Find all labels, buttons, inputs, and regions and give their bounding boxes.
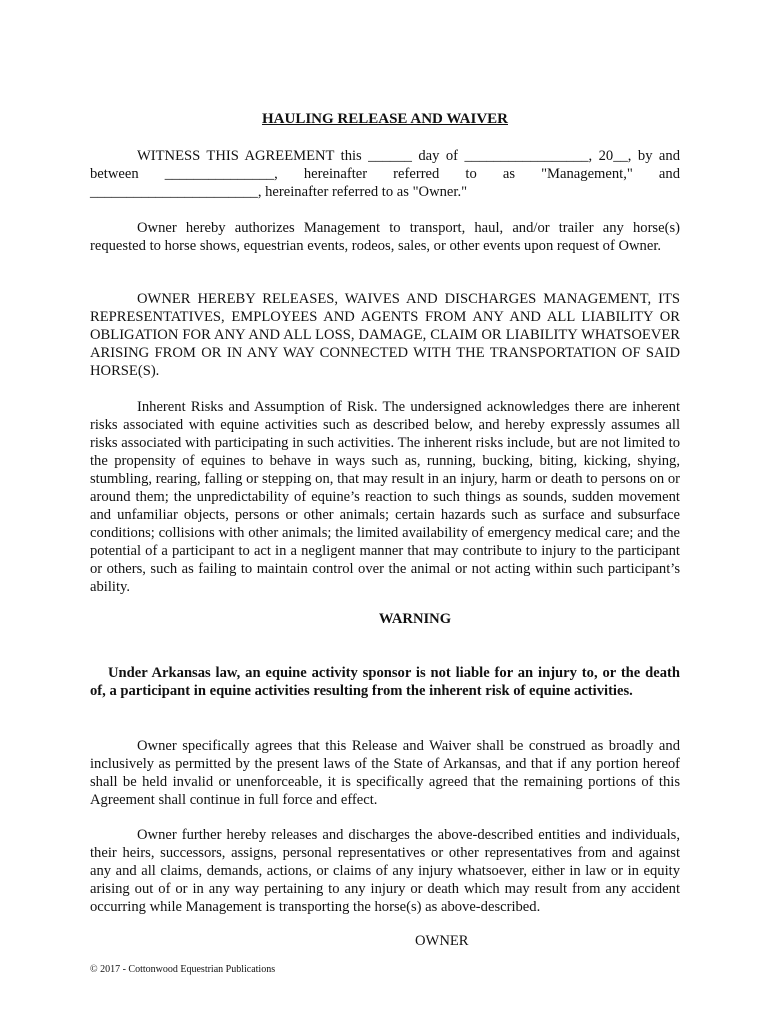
release-paragraph: OWNER HEREBY RELEASES, WAIVES AND DISCHARGES MANAGEMENT, ITS REPRESENTATIVES, EMPLOYEES AND AGENTS FROM ANY AND ALL LIABILITY OR OBLIGATION FOR ANY AND ALL LOSS, DAMAGE, CLAIM OR LIABILITY WHATSOEVER ARISING FROM OR IN ANY WAY CONNECTED WITH THE TRANSPORTATION OF SAID HORSE(S). [90, 291, 680, 379]
inherent-risk-paragraph: Inherent Risks and Assumption of Risk. The undersigned acknowledges there are inherent risks associated with equine activities such as described below, and hereby expressly assumes all risks associated with participating in such activities. The inherent risks include, but are not limited to the propensity of equines to behave in ways such as, running, bucking, biting, kicking, shying, stumbling, rearing, falling or stepping on, that may result in an injury, harm or death to persons on or around them; the unpredictability of equine’s reaction to such things as sounds, sudden movement and unfamiliar objects, persons or other animals; certain hazards such as surface and subsurface conditions; collisions with other animals; the limited availability of emergency medical care; and the potential of a participant to act in a negligent manner that may contribute to injury to the participant or others, such as failing to maintain control over the animal or not acting within such participant’s ability. [90, 399, 680, 595]
warning-heading: WARNING [378, 611, 452, 627]
copyright-footer: © 2017 - Cottonwood Equestrian Publications [90, 964, 276, 975]
witness-paragraph: WITNESS THIS AGREEMENT this ______ day of _________________, 20__, by and between _______________, hereinafter referred to as "Management," and _______________________, hereinafter referred to as "Owner." [90, 148, 680, 200]
discharge-paragraph: Owner further hereby releases and discharges the above-described entities and individuals, their heirs, successors, assigns, personal representatives or other representatives from and against any and all claims, demands, actions, or claims of any injury whatsoever, either in law or in equity arising out of or in any way pertaining to any injury or death which may result from any accident occurring while Management is transporting the horse(s) as above-described. [90, 827, 680, 915]
construed-paragraph: Owner specifically agrees that this Release and Waiver shall be construed as broadly and inclusively as permitted by the present laws of the State of Arkansas, and that if any portion hereof shall be held invalid or unenforceable, it is specifically agreed that the remaining portions of this Agreement shall continue in full force and effect. [90, 738, 680, 808]
owner-signature-label: OWNER [415, 933, 469, 949]
document-title: HAULING RELEASE AND WAIVER [261, 111, 509, 127]
authorization-paragraph: Owner hereby authorizes Management to transport, haul, and/or trailer any horse(s) requested to horse shows, equestrian events, rodeos, sales, or other events upon request of Owner. [90, 220, 680, 254]
arkansas-law-paragraph: Under Arkansas law, an equine activity sponsor is not liable for an injury to, or the death of, a participant in equine activities resulting from the inherent risk of equine activities. [90, 665, 680, 699]
